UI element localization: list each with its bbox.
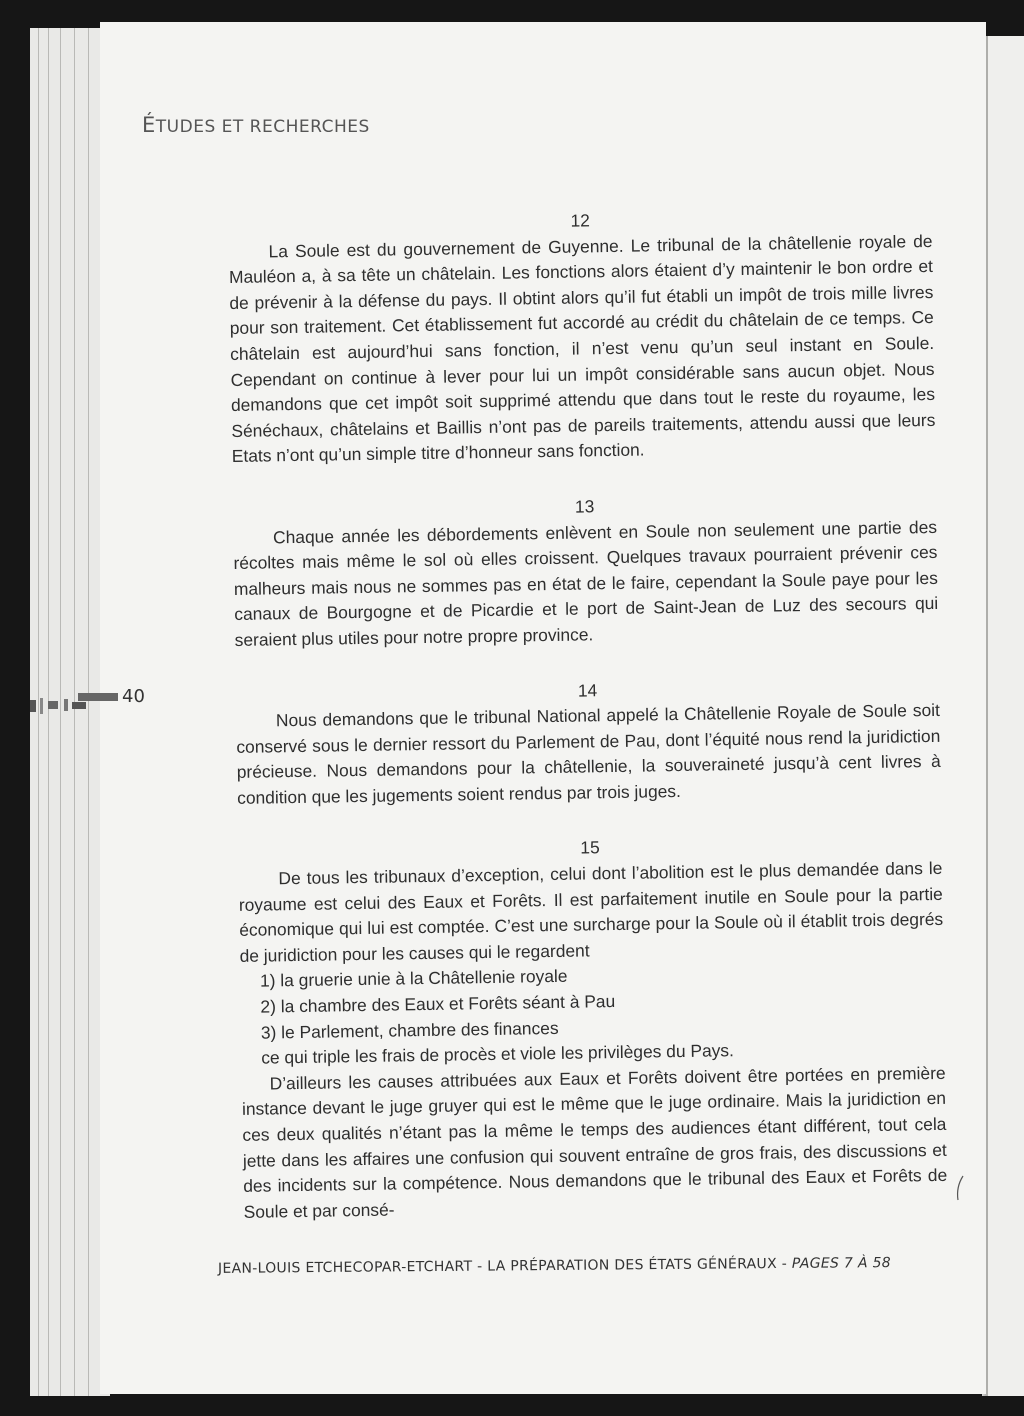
running-head-initial: É (142, 113, 156, 137)
pencil-mark (955, 1175, 965, 1201)
article-body (228, 203, 948, 1225)
paragraph: Chaque année les débordements enlèvent en Soule non seulement une partie des récoltes mais même le sol où elles croissent. Quelques travaux pourraient prévenir ces malheurs mais nous ne sommes pas en état de le faire, cependant la Soule paye pour les canaux de Bourgogne et de Picardie et le port de Saint-Jean de Luz des secours qui seraient plus utiles pour notre propre province. (233, 516, 939, 650)
section-number: 14 (577, 679, 598, 701)
page-number: 40 (122, 686, 145, 707)
list-item: 1) la gruerie unie à la Châtellenie royale (259, 966, 568, 992)
running-head-rest: TUDES ET RECHERCHES (155, 117, 370, 137)
section-number: 15 (580, 837, 600, 859)
paragraph: De tous les tribunaux d’exception, celui dont l’abolition est le plus demandée dans le royaume est celui des Eaux et Forêts. Il est parfaitement inutile en Soule pour la partie économique qui lui est comptée. C’est une surcharge pour la Soule où il établit trois degrés de juridiction pour les causes qui le regardent (238, 857, 944, 966)
section-number: 13 (574, 496, 595, 517)
running-head (142, 113, 370, 137)
footer-title: LA PRÉPARATION DES ÉTATS GÉNÉRAUX (487, 1256, 778, 1275)
next-page-edge (988, 36, 1024, 1396)
footer-separator: - (472, 1258, 488, 1275)
paragraph: La Soule est du gouvernement de Guyenne. Le tribunal de la châtellenie royale de Mauléon a, à sa tête un châtelain. Les fonctions alors étaient d’y maintenir le bon ordre et de prévenir à la défense du pays. Il obtint alors qu’il fut établi un impôt de trois mille livres pour son traitement. Cet établissement fut accordé au crédit du châtelain de ce temps. Ce châtelain est aujourd’hui sans fonction, il n’est venu qu’un seul instant en Soule. Cependant on continue à lever pour lui un impôt considérable sans aucun objet. Nous demandons que cet impôt soit supprimé attendu que dans tout le reste du royaume, les Sénéchaux, châtelains et Baillis n’ont pas de pareils traitements, attendu aussi que leurs Etats n’ont qu’un simple titre d’honneur sans fonction. (228, 230, 936, 467)
list-conclusion: ce qui triple les frais de procès et viole les privilèges du Pays. (261, 1040, 735, 1068)
folio-bar (78, 693, 118, 701)
footer-separator: - (776, 1255, 792, 1273)
footer-pages: PAGES 7 À 58 (791, 1255, 892, 1272)
section-number: 12 (570, 210, 590, 231)
paragraph: D’ailleurs les causes attribuées aux Eaux et Forêts doivent être portées en première instance devant le juge gruyer qui est le même que le juge ordinaire. Mais la juridiction en ces deux qualités n’étant pas la même le temps des audiences étant différent, tout cela jette dans les affaires une confusion qui souvent entraîne de gros frais, des discussions et des incidents sur la compétence. Nous demandons que le tribunal des Eaux et Forêts de Soule et par consé- (241, 1062, 948, 1222)
paragraph: Nous demandons que le tribunal National appelé la Châtellenie Royale de Soule soit conservé sous le dernier ressort du Parlement de Pau, dont l’équité nous rend la juridiction précieuse. Nous demandons pour la châtellenie, la souveraineté jusqu’à cent livres à condition que les jugements soient rendus par trois juges. (236, 699, 941, 808)
footer-author: JEAN-LOUIS ETCHECOPAR-ETCHART (217, 1258, 473, 1277)
list-item: 3) le Parlement, chambre des finances (260, 1017, 559, 1043)
list-item: 2) la chambre des Eaux et Forêts séant à Pau (260, 991, 616, 1017)
